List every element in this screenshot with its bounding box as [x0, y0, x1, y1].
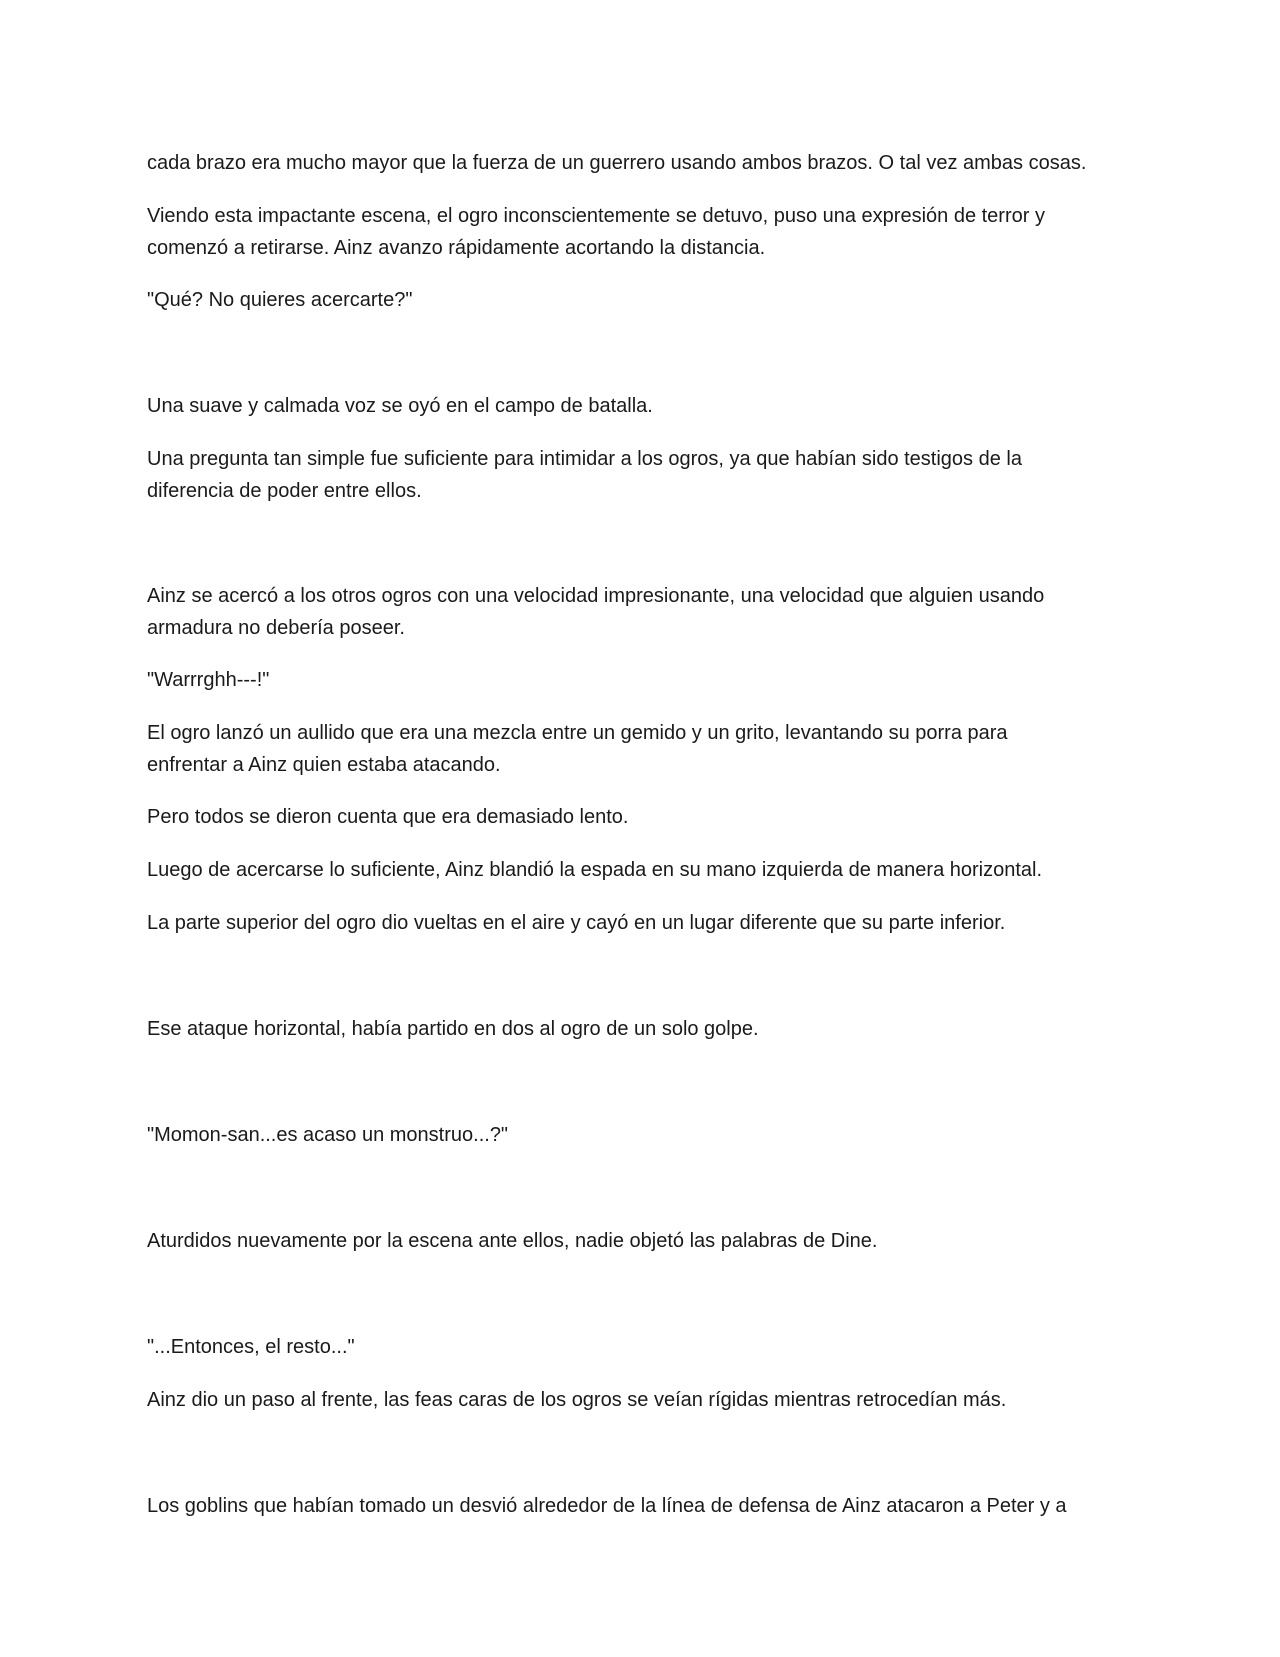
paragraph	[147, 717, 1127, 781]
paragraph	[147, 801, 1127, 833]
text-line: comenzó a retirarse. Ainz avanzo rápidamente acortando la distancia.	[147, 237, 766, 259]
paragraph	[147, 1119, 1127, 1151]
text-line: Viendo esta impactante escena, el ogro inconscientemente se detuvo, puso una expresión de terror y	[147, 205, 1045, 227]
paragraph	[147, 1490, 1127, 1522]
text-line: "Momon-san...es acaso un monstruo...?"	[147, 1124, 509, 1146]
text-line: enfrentar a Ainz quien estaba atacando.	[147, 754, 501, 776]
paragraph	[147, 664, 1127, 696]
paragraph	[147, 1013, 1127, 1045]
text-line: El ogro lanzó un aullido que era una mezcla entre un gemido y un grito, levantando su porra para	[147, 722, 1008, 744]
text-line: armadura no debería poseer.	[147, 617, 405, 639]
paragraph	[147, 1331, 1127, 1363]
text-line: Ese ataque horizontal, había partido en dos al ogro de un solo golpe.	[147, 1018, 759, 1040]
paragraph	[147, 147, 1127, 179]
text-line: Una suave y calmada voz se oyó en el campo de batalla.	[147, 395, 653, 417]
text-line: Pero todos se dieron cuenta que era demasiado lento.	[147, 806, 629, 828]
text-line: "Qué? No quieres acercarte?"	[147, 289, 413, 311]
text-line: Los goblins que habían tomado un desvió alrededor de la línea de defensa de Ainz atacaron a Peter y a	[147, 1495, 1067, 1517]
text-line: La parte superior del ogro dio vueltas en el aire y cayó en un lugar diferente que su parte inferior.	[147, 912, 1006, 934]
paragraph	[147, 1225, 1127, 1257]
text-line: cada brazo era mucho mayor que la fuerza de un guerrero usando ambos brazos. O tal vez ambas cosas.	[147, 152, 1087, 174]
paragraph	[147, 580, 1127, 644]
text-line: "Warrrghh---!"	[147, 669, 270, 691]
paragraph	[147, 200, 1127, 264]
text-line: Ainz se acercó a los otros ogros con una velocidad impresionante, una velocidad que alguien usando	[147, 585, 1045, 607]
paragraph	[147, 854, 1127, 886]
paragraph	[147, 284, 1127, 316]
paragraph	[147, 443, 1127, 507]
text-line: "...Entonces, el resto..."	[147, 1336, 355, 1358]
text-line: Aturdidos nuevamente por la escena ante ellos, nadie objetó las palabras de Dine.	[147, 1230, 878, 1252]
text-line: Luego de acercarse lo suficiente, Ainz blandió la espada en su mano izquierda de manera horizontal.	[147, 859, 1043, 881]
text-line: Una pregunta tan simple fue suficiente para intimidar a los ogros, ya que habían sido testigos de la	[147, 448, 1022, 470]
paragraph	[147, 1384, 1127, 1416]
paragraph	[147, 907, 1127, 939]
text-line: Ainz dio un paso al frente, las feas caras de los ogros se veían rígidas mientras retrocedían más.	[147, 1389, 1007, 1411]
paragraph	[147, 390, 1127, 422]
text-line: diferencia de poder entre ellos.	[147, 480, 422, 502]
